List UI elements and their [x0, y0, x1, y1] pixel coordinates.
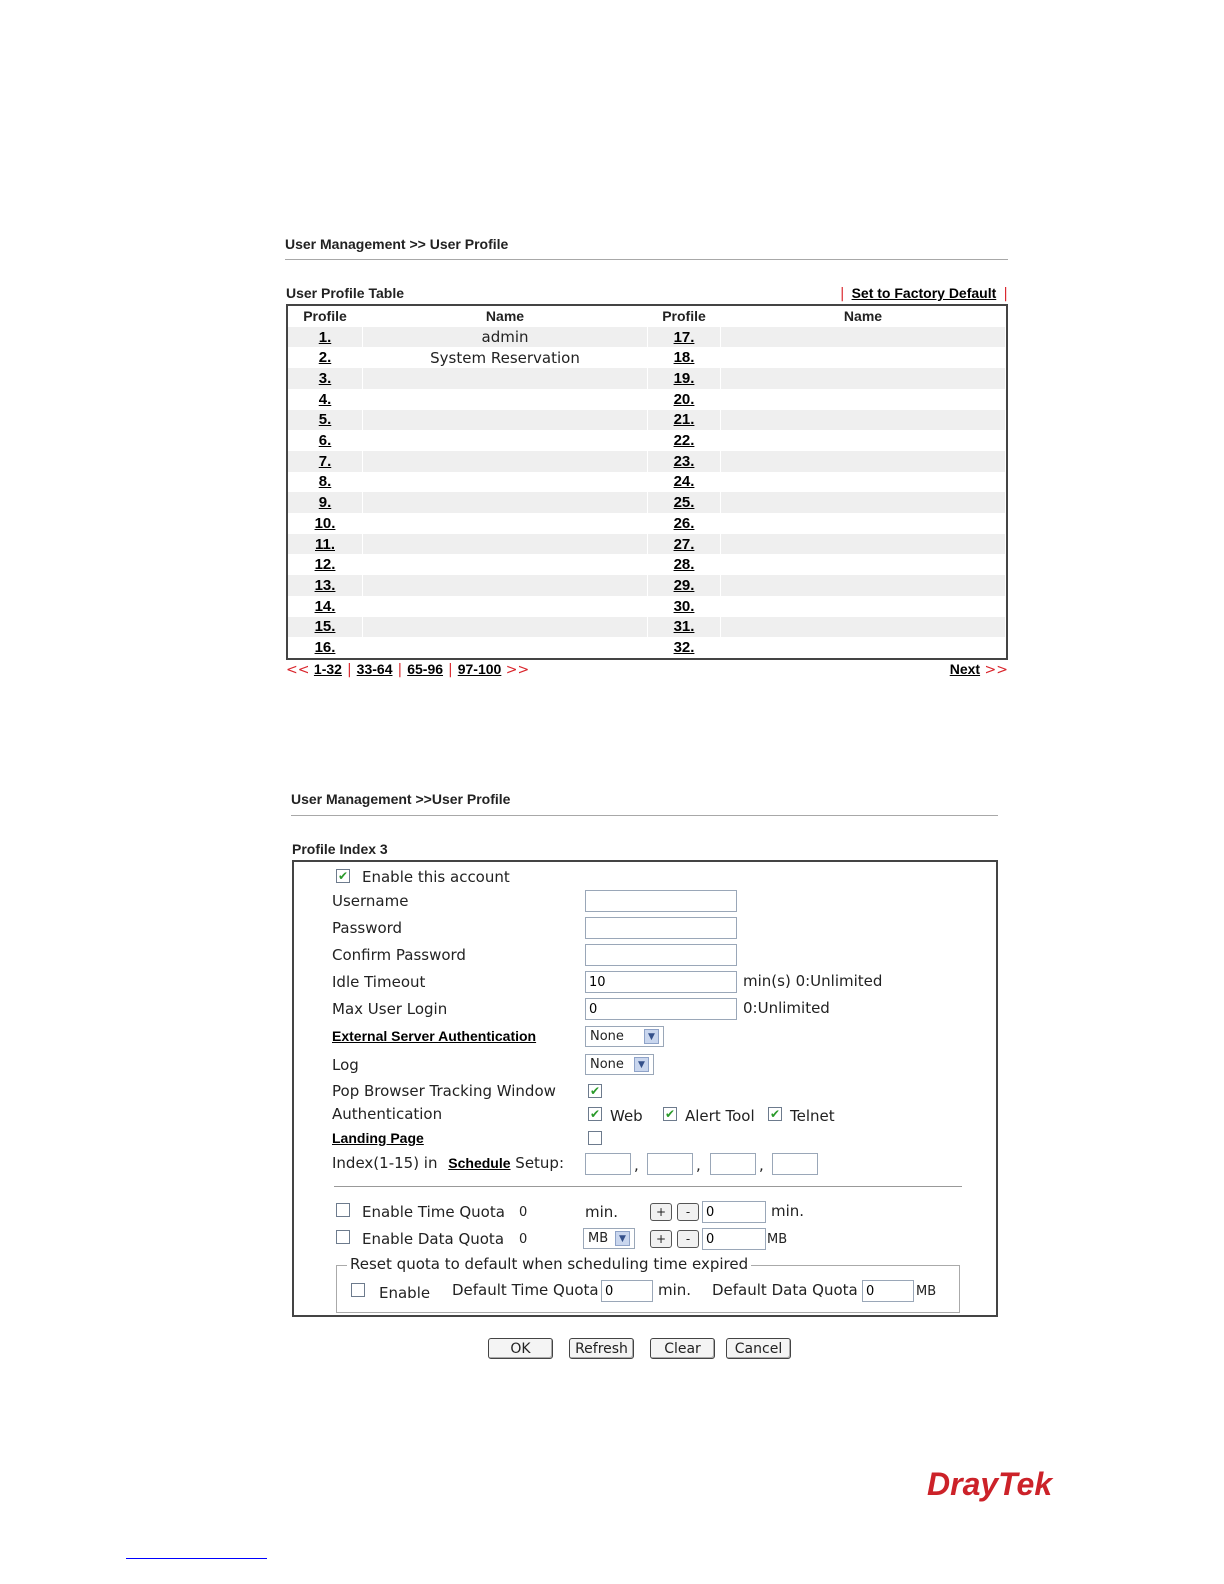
profile-name	[362, 617, 648, 638]
profile-link[interactable]: 29.	[648, 575, 720, 596]
table-row	[288, 534, 1006, 555]
external-server-auth-link[interactable]: External Server Authentication	[332, 1028, 537, 1044]
profile-name	[720, 534, 1006, 555]
refresh-button[interactable]: Refresh	[569, 1338, 634, 1359]
clear-button[interactable]: Clear	[650, 1338, 715, 1359]
time-quota-unit-2: min.	[771, 1202, 805, 1220]
separator: |	[448, 662, 453, 678]
external-server-auth-select[interactable]	[585, 1026, 664, 1047]
table-row	[288, 596, 1006, 617]
password-label: Password	[332, 919, 403, 937]
separator: |	[397, 662, 403, 678]
page-navigation	[286, 661, 529, 678]
profile-link[interactable]: 11.	[288, 534, 362, 555]
profile-link[interactable]: 24.	[673, 473, 695, 491]
landing-page-link[interactable]: Landing Page	[332, 1130, 424, 1146]
factory-default-area	[833, 285, 1008, 302]
table-row	[288, 410, 1006, 431]
idle-timeout-hint: min(s) 0:Unlimited	[743, 972, 883, 990]
profile-link[interactable]: 15.	[288, 617, 362, 638]
check-icon: ✔	[589, 1084, 601, 1098]
profile-name	[362, 492, 648, 513]
profile-name	[362, 430, 648, 451]
profile-name: admin	[362, 327, 648, 348]
schedule-index-2[interactable]	[647, 1153, 693, 1175]
next-arrow[interactable]: >>	[984, 662, 1008, 678]
profile-link[interactable]: 21.	[648, 410, 720, 431]
reset-enable-checkbox[interactable]	[351, 1283, 365, 1297]
profile-link[interactable]: 32.	[673, 639, 695, 657]
auth-web-label: Web	[610, 1107, 643, 1125]
schedule-suffix: Setup:	[515, 1154, 565, 1172]
profile-link[interactable]: 6.	[318, 432, 332, 450]
profile-name	[362, 513, 648, 534]
profile-name	[362, 554, 648, 575]
enable-data-quota-checkbox[interactable]	[336, 1230, 350, 1244]
enable-time-quota-checkbox[interactable]	[336, 1203, 350, 1217]
time-quota-input[interactable]	[702, 1201, 766, 1223]
profile-link[interactable]: 22.	[673, 432, 695, 450]
data-quota-input[interactable]	[702, 1228, 766, 1250]
check-icon: ✔	[769, 1107, 781, 1121]
profile-name	[362, 389, 648, 410]
default-data-quota-label: Default Data Quota	[712, 1281, 858, 1299]
profile-name	[362, 368, 648, 389]
table-title: User Profile Table	[286, 285, 405, 301]
check-icon: ✔	[664, 1107, 676, 1121]
profile-name	[362, 410, 648, 431]
table-row	[288, 575, 1006, 596]
profile-link[interactable]: 23.	[648, 451, 720, 472]
column-header: Profile	[303, 308, 347, 325]
page-link-97-100[interactable]: 97-100	[457, 661, 502, 677]
column-header: Profile	[662, 308, 706, 325]
log-select[interactable]	[585, 1054, 654, 1075]
data-quota-minus-button[interactable]: -	[677, 1230, 699, 1248]
profile-name	[720, 617, 1006, 638]
schedule-index-4[interactable]	[772, 1153, 818, 1175]
check-icon: ✔	[589, 1107, 601, 1121]
profile-link[interactable]: 8.	[318, 473, 332, 491]
authentication-label: Authentication	[332, 1105, 443, 1123]
chevron-down-icon: ▼	[644, 1029, 659, 1044]
schedule-prefix: Index(1-15) in	[332, 1154, 438, 1172]
footer-link-underline	[126, 1558, 267, 1559]
profile-index-title: Profile Index 3	[292, 841, 388, 857]
default-data-quota-input[interactable]	[862, 1280, 914, 1302]
profile-link[interactable]: 2.	[318, 349, 332, 367]
reset-enable-label: Enable	[379, 1284, 431, 1302]
cancel-button[interactable]: Cancel	[726, 1338, 791, 1359]
data-quota-value: 0	[519, 1232, 528, 1247]
password-input[interactable]	[585, 917, 737, 939]
comma: ,	[696, 1156, 701, 1174]
auth-telnet-checkbox[interactable]	[768, 1107, 782, 1121]
profile-link[interactable]: 31.	[648, 617, 720, 638]
profile-name	[362, 596, 648, 617]
profile-name	[720, 492, 1006, 513]
ok-button[interactable]: OK	[488, 1338, 553, 1359]
table-row	[288, 327, 1006, 348]
profile-link[interactable]: 10.	[314, 514, 336, 532]
auth-alert-tool-label: Alert Tool	[685, 1107, 755, 1125]
select-value: None	[590, 1057, 624, 1072]
profile-name	[362, 472, 648, 493]
username-label: Username	[332, 892, 409, 910]
profile-name: System Reservation	[362, 347, 648, 368]
separator: |	[346, 662, 352, 678]
time-quota-unit: min.	[585, 1203, 619, 1221]
time-quota-minus-button[interactable]: -	[677, 1203, 699, 1221]
profile-link[interactable]: 5.	[288, 410, 362, 431]
max-user-login-hint: 0:Unlimited	[743, 999, 830, 1017]
max-user-login-input[interactable]	[585, 998, 737, 1020]
default-time-quota-label: Default Time Quota	[452, 1281, 599, 1299]
profile-name	[362, 534, 648, 555]
landing-page-checkbox[interactable]	[588, 1131, 602, 1145]
profile-name	[720, 637, 1006, 658]
profile-name	[720, 596, 1006, 617]
page-link-1-32[interactable]: 1-32	[313, 661, 342, 677]
profile-name	[720, 554, 1006, 575]
profile-name	[362, 451, 648, 472]
profile-name	[720, 472, 1006, 493]
profile-link[interactable]: 20.	[673, 390, 695, 408]
table-row	[288, 451, 1006, 472]
table-header	[288, 306, 1006, 327]
table-row	[288, 347, 1006, 368]
profile-link[interactable]: 14.	[314, 597, 336, 615]
page-link-33-64[interactable]: 33-64	[356, 661, 393, 677]
time-quota-plus-button[interactable]: +	[650, 1203, 672, 1221]
log-label: Log	[332, 1056, 359, 1074]
table-row	[288, 554, 1006, 575]
profile-link[interactable]: 27.	[648, 534, 720, 555]
page-title: User Management >> User Profile	[285, 236, 509, 252]
table-row	[288, 368, 1006, 389]
data-quota-unit-2: MB	[767, 1232, 788, 1247]
confirm-password-input[interactable]	[585, 944, 737, 966]
profile-name	[720, 575, 1006, 596]
chevron-down-icon: ▼	[634, 1057, 649, 1072]
next-link[interactable]: Next	[949, 661, 981, 677]
enable-time-quota-label: Enable Time Quota	[362, 1203, 505, 1221]
table-row	[288, 492, 1006, 513]
schedule-setup-label	[332, 1154, 564, 1172]
profile-name	[720, 389, 1006, 410]
profile-link[interactable]: 1.	[288, 327, 362, 348]
profile-link[interactable]: 16.	[314, 639, 336, 657]
draytek-logo	[927, 1462, 1059, 1508]
profile-name	[720, 513, 1006, 534]
select-value: MB	[588, 1231, 609, 1246]
profile-name	[720, 451, 1006, 472]
column-header: Name	[362, 306, 648, 327]
profile-link[interactable]: 18.	[673, 349, 695, 367]
data-quota-unit-select[interactable]	[583, 1228, 635, 1249]
table-row	[288, 513, 1006, 534]
schedule-index-1[interactable]	[585, 1153, 631, 1175]
page-link-65-96[interactable]: 65-96	[407, 661, 444, 677]
profile-link[interactable]: 13.	[288, 575, 362, 596]
user-profile-table	[286, 304, 1008, 660]
profile-name	[362, 637, 648, 658]
enable-account-checkbox[interactable]	[336, 869, 350, 883]
profile-link[interactable]: 7.	[288, 451, 362, 472]
max-user-login-label: Max User Login	[332, 1000, 448, 1018]
page-title: User Management >>User Profile	[291, 791, 511, 807]
profile-name	[720, 368, 1006, 389]
enable-data-quota-label: Enable Data Quota	[362, 1230, 505, 1248]
separator: |	[1003, 286, 1008, 302]
title-divider	[291, 815, 998, 816]
schedule-link[interactable]: Schedule	[448, 1155, 511, 1171]
profile-name	[362, 575, 648, 596]
table-row	[288, 617, 1006, 638]
pop-browser-label: Pop Browser Tracking Window	[332, 1082, 556, 1100]
profile-name	[720, 327, 1006, 348]
profile-name	[720, 430, 1006, 451]
pop-browser-checkbox[interactable]	[588, 1084, 602, 1098]
select-value: None	[590, 1029, 624, 1044]
check-icon: ✔	[337, 869, 349, 883]
more-arrow[interactable]: >>	[505, 662, 530, 678]
comma: ,	[634, 1156, 639, 1174]
profile-link[interactable]: 28.	[673, 556, 695, 574]
auth-telnet-label: Telnet	[790, 1107, 835, 1125]
data-quota-plus-button[interactable]: +	[650, 1230, 672, 1248]
confirm-password-label: Confirm Password	[332, 946, 466, 964]
profile-name	[720, 347, 1006, 368]
profile-link[interactable]: 26.	[673, 514, 695, 532]
schedule-index-3[interactable]	[710, 1153, 756, 1175]
profile-link[interactable]: 19.	[648, 368, 720, 389]
table-row	[288, 430, 1006, 451]
profile-link[interactable]: 25.	[648, 492, 720, 513]
profile-link[interactable]: 4.	[318, 390, 332, 408]
table-row	[288, 472, 1006, 493]
profile-name	[720, 410, 1006, 431]
auth-alert-tool-checkbox[interactable]	[663, 1107, 677, 1121]
profile-link[interactable]: 9.	[288, 492, 362, 513]
default-time-quota-unit: min.	[658, 1281, 692, 1299]
enable-account-label: Enable this account	[362, 868, 510, 886]
profile-link[interactable]: 17.	[648, 327, 720, 348]
profile-link[interactable]: 12.	[314, 556, 336, 574]
table-row	[288, 389, 1006, 410]
auth-web-checkbox[interactable]	[588, 1107, 602, 1121]
idle-timeout-label: Idle Timeout	[332, 973, 426, 991]
title-divider	[285, 259, 1008, 260]
next-navigation	[950, 661, 1008, 678]
username-input[interactable]	[585, 890, 737, 912]
default-data-quota-unit: MB	[916, 1284, 937, 1299]
section-divider	[334, 1186, 962, 1187]
chevron-down-icon: ▼	[615, 1231, 630, 1246]
logo-text: DrayTek	[927, 1466, 1053, 1502]
idle-timeout-input[interactable]	[585, 971, 737, 993]
profile-link[interactable]: 3.	[288, 368, 362, 389]
column-header: Name	[720, 306, 1006, 327]
default-time-quota-input[interactable]	[601, 1280, 653, 1302]
reset-quota-legend: Reset quota to default when scheduling time expired	[347, 1255, 751, 1273]
profile-link[interactable]: 30.	[673, 597, 695, 615]
table-row	[288, 637, 1006, 658]
profile-form	[292, 860, 998, 1317]
comma: ,	[759, 1156, 764, 1174]
set-factory-default-link[interactable]: Set to Factory Default	[851, 285, 997, 301]
prev-arrow[interactable]: <<	[286, 662, 310, 678]
time-quota-value: 0	[519, 1205, 528, 1220]
separator: |	[839, 286, 845, 302]
reset-quota-fieldset	[336, 1255, 960, 1313]
